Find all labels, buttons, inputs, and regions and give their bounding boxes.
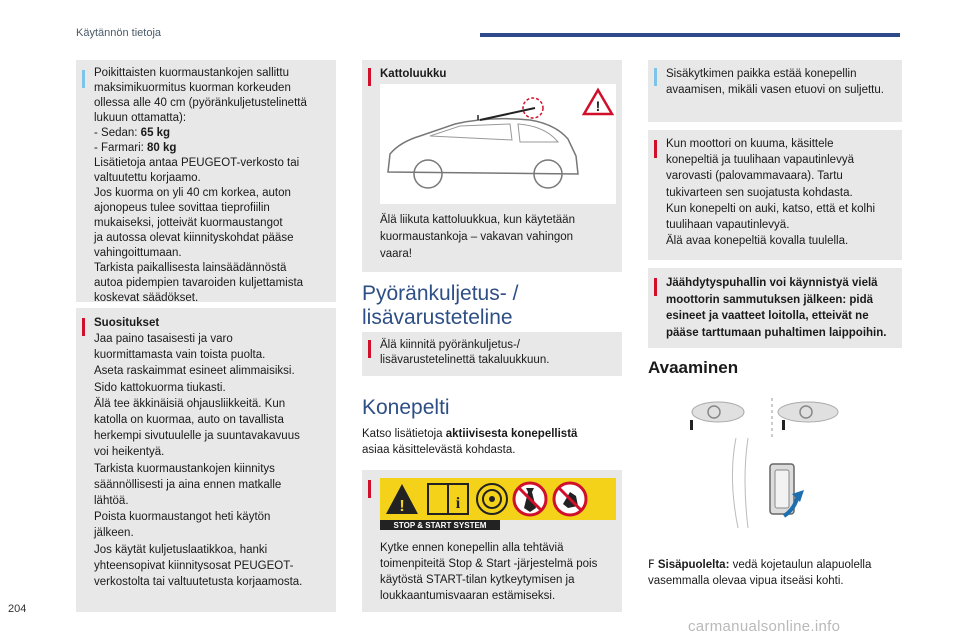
- bike-carrier-text: Älä kiinnitä pyöränkuljetus-/ lisävarustetelinettä takaluukkuun.: [380, 339, 550, 366]
- warning-marker: [82, 318, 85, 336]
- opening-heading: Avaaminen: [648, 358, 739, 377]
- hot-engine-text: Kun moottori on kuuma, käsittele konepeltiä ja tuulihaan vapautinlevyä varovasti (palovammavaara). Tartu tukivarteen sen suojatusta kohdasta. Kun konepelti on auki, katso, että et kolhi tuulihaan vapautinlevyä. Älä avaa konepeltiä kovalla tuulella.: [666, 138, 876, 248]
- info-marker: [82, 70, 85, 88]
- load-info-box: [76, 60, 336, 302]
- recommendations-content: [94, 316, 330, 590]
- hot-engine-warning-box: [648, 130, 902, 260]
- warning-marker: [654, 140, 657, 158]
- stop-start-box: [362, 470, 622, 612]
- stop-start-badge: STOP & START SYSTEM: [393, 521, 487, 530]
- sunroof-box: [362, 60, 622, 272]
- watermark: carmanualsonline.info: [688, 618, 841, 635]
- fan-warning-box: [648, 268, 902, 348]
- warning-marker: [368, 480, 371, 498]
- warning-marker: [368, 68, 371, 86]
- warning-marker: [654, 278, 657, 296]
- header-title: Käytännön tietoja: [76, 27, 162, 39]
- load-info-text: Poikittaisten kuormaustankojen sallittu maksimikuormitus kuorman korkeuden ollessa alle 40 cm (pyöränkuljetustelinettä lukuun ottamatta): - Sedan: 65 kg - Farmari: 80 kg Lisätietoja antaa PEUGEOT-verkosto tai valtuutettu korjaamo. Jos kuorma on yli 40 cm korkea, auton ajonopeus tulee sovittaa tieprofiilin mukaiseksi, jotteivät kuormaustangot ja autossa olevat kiinnityskohdat pääse vahingoittumaan. Tarkista paikallisesta lainsäädännöstä autoa pidempien tavaroiden kuljettamista koskevat säädökset.: [94, 67, 307, 304]
- stop-start-pictograms: [380, 478, 616, 530]
- recommendations-title: Suositukset: [94, 317, 160, 329]
- bike-carrier-box: [362, 332, 622, 376]
- fan-warning-text: Jäähdytyspuhallin voi käynnistyä vielä moottorin sammutuksen jälkeen: pidä esineet ja vaatteet loitolla, etteivät ne pääse tarttumaan puhaltimen laippoihin.: [666, 277, 887, 339]
- stop-start-text: Kytke ennen konepellin alla tehtäviä toimenpiteitä Stop & Start -järjestelmä pois käytöstä START-tilan kytkeytymisen ja loukkaantumisvaaran estämiseksi.: [380, 542, 598, 602]
- no-tie-icon: [514, 483, 546, 515]
- info-marker: [654, 68, 657, 86]
- recommendations-text: Jaa paino tasaisesti ja varo kuormittamasta vain toista puolta. Aseta raskaimmat esineet alimmaisiksi. Sido kattokuorma tiukasti. Älä tee äkkinäisiä ohjausliikkeitä. Kun katolla on kuormaa, auto on tavallista herkempi sivutuulelle ja suuntavakavuus voi heikentyä. Tarkista kuormaustankojen kiinnitys säännöllisesti ja aina ennen matkalle lähtöä. Poista kuormaustangot heti käytön jälkeen. Jos käytät kuljetuslaatikkoa, hanki yhteensopivat kiinnitysosat PEUGEOT- verkostolta tai valtuutetusta korjaamosta.: [94, 333, 303, 589]
- interior-switch-text: Sisäkytkimen paikka estää konepellin avaamisen, mikäli vasen etuovi on suljettu.: [666, 68, 884, 96]
- svg-text:i: i: [455, 495, 461, 512]
- hood-heading: Konepelti: [362, 396, 450, 419]
- hood-intro-text: Katso lisätietoja aktiivisesta konepellistä asiaa käsittelevästä kohdasta.: [362, 428, 578, 456]
- interior-switch-info-box: [648, 60, 902, 122]
- sunroof-title: Kattoluukku: [380, 68, 447, 80]
- no-hand-icon: [554, 483, 586, 515]
- car-sunroof-illustration: [380, 84, 616, 204]
- opening-step: F Sisäpuolelta: vedä kojetaulun alapuolella vasemmalla olevaa vipua itseäsi kohti.: [648, 557, 872, 587]
- sunroof-text: Älä liikuta kattoluukkua, kun käytetään kuormaustankoja – vakavan vahingon vaara!: [380, 214, 575, 260]
- step-arrow-icon: F: [648, 557, 655, 571]
- svg-text:!: !: [399, 498, 405, 515]
- hood-release-lever-illustration: [688, 398, 858, 538]
- bike-carrier-heading: Pyöränkuljetus- / lisävarusteteline: [362, 282, 519, 329]
- page-number: 204: [8, 603, 27, 615]
- header-bar: [480, 33, 900, 37]
- recommendations-box: [76, 308, 336, 612]
- warning-marker: [368, 340, 371, 358]
- svg-text:!: !: [595, 98, 601, 114]
